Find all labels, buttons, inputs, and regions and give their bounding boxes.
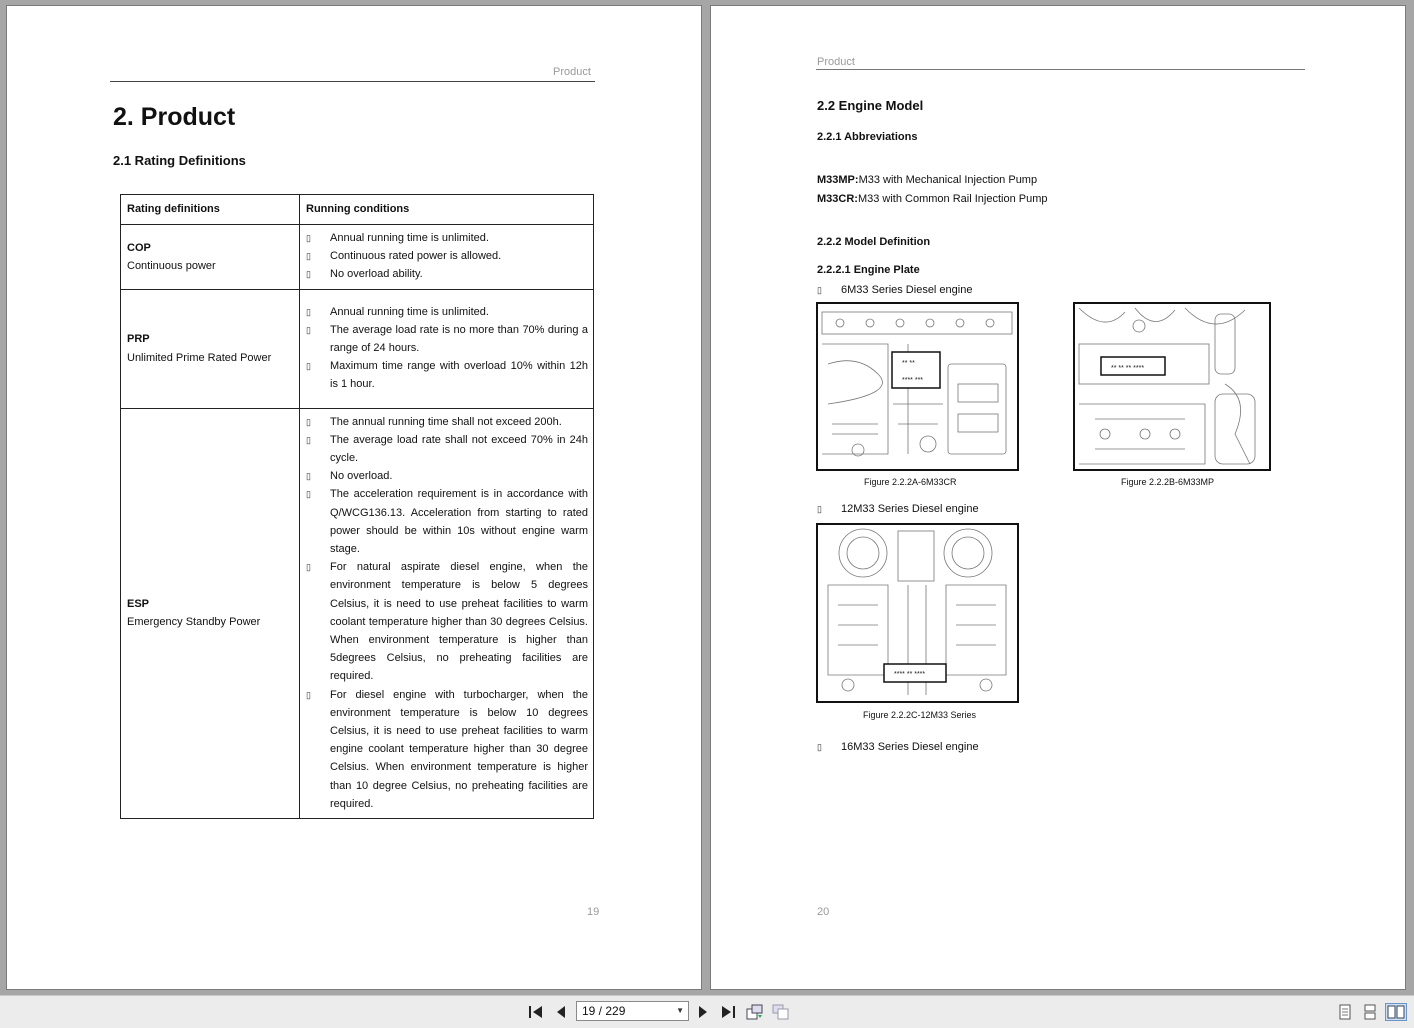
table-row [121,225,594,290]
rotate-counterclockwise-button[interactable] [772,1003,790,1021]
condition-item: ▯ The acceleration requirement is in accordance with Q/WCG136.13. Acceleration from starting to rated power should be within 10s without engine warm stage. [306,485,588,558]
plate-text: ** ** [902,360,915,367]
page-indicator: 19 / 229 [582,1004,626,1018]
subsection-heading: 2.2.2 Model Definition [817,236,931,248]
condition-item: ▯ Continuous rated power is allowed. [306,247,588,265]
table-row [121,289,594,408]
pdf-page-left [6,5,702,990]
next-page-icon [697,1005,709,1019]
abbreviation-text: M33 with Mechanical Injection Pump [858,174,1038,186]
header-rule [816,69,1305,70]
single-page-view-button[interactable] [1336,1003,1354,1021]
viewer-toolbar [0,995,1414,1028]
page-title: 2. Product [113,103,236,131]
abbreviation-text: M33 with Common Rail Injection Pump [857,193,1048,205]
rating-code: ESP [127,598,150,611]
conditions-cell [300,225,594,290]
condition-item: ▯ Annual running time is unlimited. [306,303,588,321]
plate-text: **** *** [902,377,924,384]
engine-drawing [1075,304,1269,469]
table-header-cell: Running conditions [300,195,594,225]
engine-figure-12m33 [816,523,1019,703]
condition-item: ▯ The average load rate shall not exceed 70% in 24h cycle. [306,431,588,467]
page-number: 19 [587,906,600,918]
last-page-button[interactable] [719,1003,737,1021]
rating-definitions-table [120,194,594,819]
abbreviation-line [817,171,1037,190]
facing-pages-view-button[interactable] [1385,1003,1407,1021]
table-row [121,408,594,818]
rating-cell [121,408,300,818]
section-heading: 2.1 Rating Definitions [113,153,246,168]
header-rule [110,81,595,82]
series-item: ▯ 6M33 Series Diesel engine [841,284,972,296]
table-header-cell: Rating definitions [121,195,300,225]
abbreviation-code: M33CR: [817,193,858,205]
table-header-row [121,195,594,225]
chevron-down-icon[interactable]: ▼ [676,1006,684,1015]
subsection-heading: 2.2.1 Abbreviations [817,131,918,143]
condition-item: ▯ No overload ability. [306,265,588,283]
first-page-icon [528,1005,544,1019]
engine-figure-6m33cr [816,302,1019,471]
plate-text: ** ** ** **** [1111,365,1145,372]
rating-cell [121,289,300,408]
continuous-view-icon [1363,1004,1377,1020]
rotate-counterclockwise-icon [772,1004,790,1020]
continuous-view-button[interactable] [1361,1003,1379,1021]
figure-caption: Figure 2.2.2A-6M33CR [864,477,957,487]
figure-caption: Figure 2.2.2C-12M33 Series [863,710,977,720]
last-page-icon [720,1005,736,1019]
running-header: Product [817,56,855,68]
previous-page-button[interactable] [552,1003,570,1021]
rotate-clockwise-icon [746,1004,764,1020]
conditions-cell [300,408,594,818]
condition-item: ▯ For diesel engine with turbocharger, when the environment temperature is below 10 degrees Celsius, it is need to use preheat facilities to warm engine coolant temperature higher than 30 degree Celsius. When environment temperature is higher than 10 degree Celsius, no preheating facilities are required. [306,686,588,813]
figure-caption: Figure 2.2.2B-6M33MP [1121,477,1215,487]
single-page-view-icon [1338,1004,1352,1020]
prev-page-icon [555,1005,567,1019]
page-number-input[interactable] [576,1001,689,1021]
condition-item: ▯ The annual running time shall not exceed 200h. [306,413,588,431]
rating-name: Continuous power [127,259,216,272]
condition-item: ▯ The average load rate is no more than 70% during a range of 24 hours. [306,321,588,357]
series-item: ▯ 12M33 Series Diesel engine [841,503,979,515]
engine-figure-6m33mp [1073,302,1271,471]
engine-drawing [818,304,1017,469]
rotate-clockwise-button[interactable] [746,1003,764,1021]
abbreviation-line [817,190,1047,209]
rating-code: COP [127,241,151,254]
subsection-heading: 2.2.2.1 Engine Plate [817,264,920,276]
rating-name: Emergency Standby Power [127,616,261,629]
rating-cell [121,225,300,290]
condition-item: ▯ For natural aspirate diesel engine, when the environment temperature is below 5 degrees Celsius, it is need to use preheat facilities to warm coolant temperature higher than 30 degrees Celsius. When environment temperature is higher than 5degrees Celsius, no preheating facilities are required. [306,558,588,685]
running-header: Product [553,66,591,78]
series-item: ▯ 16M33 Series Diesel engine [841,741,979,753]
first-page-button[interactable] [527,1003,545,1021]
rating-code: PRP [127,333,150,346]
condition-item: ▯ Maximum time range with overload 10% within 12h is 1 hour. [306,357,588,393]
pdf-page-right [710,5,1406,990]
rating-name: Unlimited Prime Rated Power [127,351,272,364]
plate-text: **** ** **** [894,671,926,678]
section-heading: 2.2 Engine Model [817,98,924,113]
next-page-button[interactable] [694,1003,712,1021]
abbreviation-code: M33MP: [817,174,859,186]
condition-item: ▯ No overload. [306,467,588,485]
condition-item: ▯ Annual running time is unlimited. [306,229,588,247]
page-number: 20 [817,906,830,918]
conditions-cell [300,289,594,408]
facing-pages-view-icon [1387,1005,1405,1019]
